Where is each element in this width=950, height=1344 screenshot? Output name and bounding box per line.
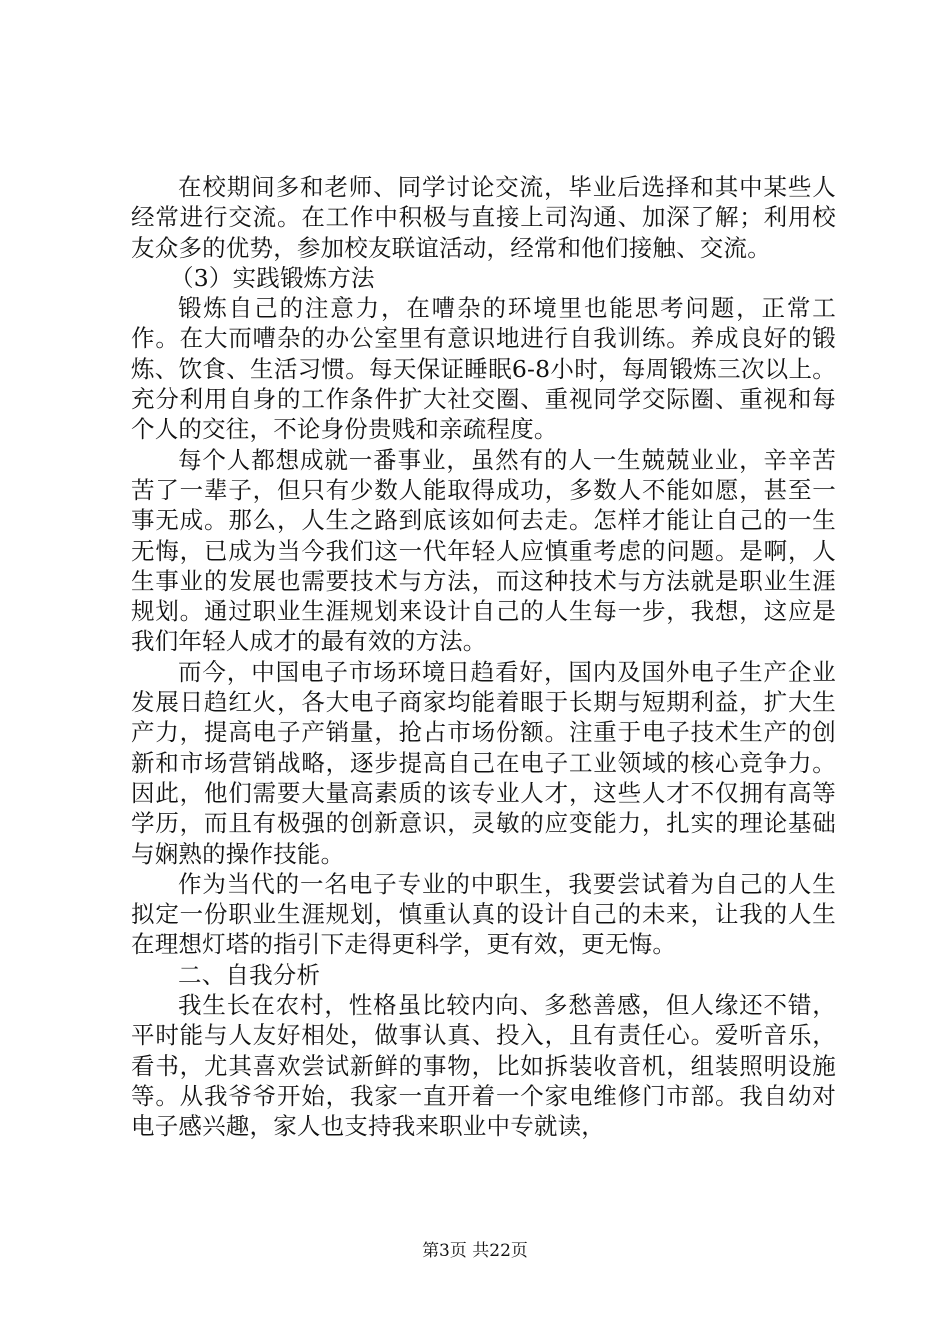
paragraph-communication: 在校期间多和老师、同学讨论交流，毕业后选择和其中某些人经常进行交流。在工作中积极与直接上司沟通、加深了解；利用校友众多的优势，参加校友联谊活动，经常和他们接触、交流。 [131,173,836,262]
paragraph-career-plan-intent: 作为当代的一名电子专业的中职生，我要尝试着为自己的人生拟定一份职业生涯规划，慎重认真的设计自己的未来，让我的人生在理想灯塔的指引下走得更科学，更有效，更无悔。 [131,869,836,959]
document-body [131,172,836,1142]
paragraph-practice: 锻炼自己的注意力，在嘈杂的环境里也能思考问题，正常工作。在大而嘈杂的办公室里有意识地进行自我训练。养成良好的锻炼、饮食、生活习惯。每天保证睡眠6-8小时，每周锻炼三次以上。充分利用自身的工作条件扩大社交圈、重视同学交际圈、重视和每个人的交往，不论身份贵贱和亲疏程度。 [131,294,836,444]
page-footer: 第3页 共22页 [422,1241,528,1261]
paragraph-career-ambition: 每个人都想成就一番事业，虽然有的人一生兢兢业业，辛辛苦苦了一辈子，但只有少数人能取得成功，多数人不能如愿，甚至一事无成。那么，人生之路到底该如何去走。怎样才能让自己的一生无悔，已成为当今我们这一代年轻人应慎重考虑的问题。是啊，人生事业的发展也需要技术与方法，而这种技术与方法就是职业生涯规划。通过职业生涯规划来设计自己的人生每一步，我想，这应是我们年轻人成才的最有效的方法。 [131,445,836,656]
heading-self-analysis: 二、自我分析 [178,960,321,989]
heading-practice-method: （3）实践锻炼方法 [170,263,375,292]
paragraph-self-analysis: 我生长在农村，性格虽比较内向、多愁善感，但人缘还不错，平时能与人友好相处，做事认真、投入，且有责任心。爱听音乐，看书，尤其喜欢尝试新鲜的事物，比如拆装收音机，组装照明设施等。从我爷爷开始，我家一直开着一个家电维修门市部。我自幼对电子感兴趣，家人也支持我来职业中专就读， [131,991,836,1141]
paragraph-electronics-market: 而今，中国电子市场环境日趋看好，国内及国外电子生产企业发展日趋红火，各大电子商家均能着眼于长期与短期利益，扩大生产力，提高电子产销量，抢占市场份额。注重于电子技术生产的创新和市场营销战略，逐步提高自己在电子工业领域的核心竞争力。因此，他们需要大量高素质的该专业人才，这些人才不仅拥有高等学历，而且有极强的创新意识，灵敏的应变能力，扎实的理论基础与娴熟的操作技能。 [131,657,836,868]
